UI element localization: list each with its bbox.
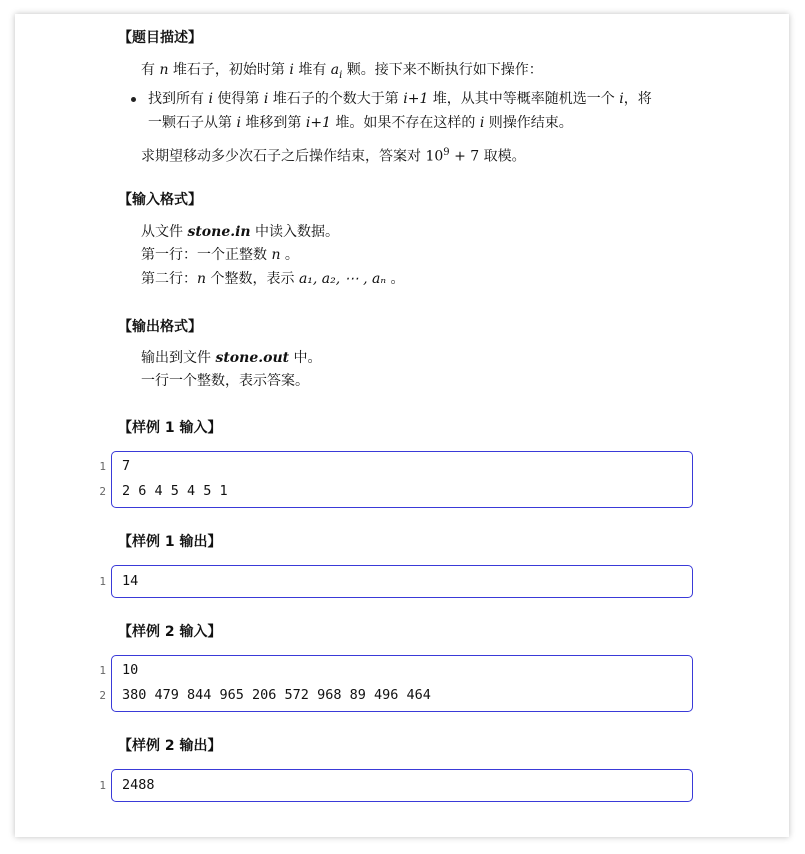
sample1-input-code-block[interactable] [111,451,693,508]
modulo-paragraph: 求期望移动多少次石子之后操作结束，答案对 $10^9 + 7$ 取模。 [141,147,526,165]
sample2-input-heading: 【样例 2 输入】 [118,624,222,640]
sample2-input-code-block[interactable] [111,655,693,712]
line-number: 1 [99,664,106,677]
line-number: 2 [99,689,106,702]
line-number: 1 [99,779,106,792]
code-line: 10 [122,662,139,678]
sample2-output-code-block[interactable] [111,769,693,802]
bullet-item-line2: 一颗石子从第 i 堆移到第 i+1 堆。如果不存在这样的 i 则操作结束。 [148,115,573,131]
input-format-line1: 从文件 stone.in 中读入数据。 [141,224,340,240]
line-number: 1 [99,575,106,588]
code-line: 2 6 4 5 4 5 1 [122,483,228,499]
sample1-output-code-block[interactable] [111,565,693,598]
sample1-output-heading: 【样例 1 输出】 [118,534,222,550]
sample1-input-heading: 【样例 1 输入】 [118,420,222,436]
description-paragraph: 有 n 堆石子，初始时第 i 堆有 $a_i$ 颗。接下来不断执行如下操作： [141,62,543,81]
bullet-item-line1: 找到所有 i 使得第 i 堆石子的个数大于第 i+1 堆，从其中等概率随机选一个 i，将 [148,91,652,107]
code-line: 14 [122,573,139,589]
output-format-line2: 一行一个整数，表示答案。 [141,373,309,389]
output-format-line1: 输出到文件 stone.out 中。 [141,350,322,366]
code-line: 380 479 844 965 206 572 968 89 496 464 [122,687,431,703]
line-number: 2 [99,485,106,498]
line-number: 1 [99,460,106,473]
code-line: 7 [122,458,131,474]
output-format-heading: 【输出格式】 [118,319,202,335]
input-format-line3: 第二行：n 个整数，表示 a₁, a₂, ⋯ , aₙ 。 [141,271,405,287]
sample2-output-heading: 【样例 2 输出】 [118,738,222,754]
input-format-heading: 【输入格式】 [118,192,202,208]
description-heading: 【题目描述】 [118,30,202,46]
input-format-line2: 第一行：一个正整数 n 。 [141,247,299,263]
code-line: 2488 [122,777,155,793]
bullet-icon [131,97,136,102]
